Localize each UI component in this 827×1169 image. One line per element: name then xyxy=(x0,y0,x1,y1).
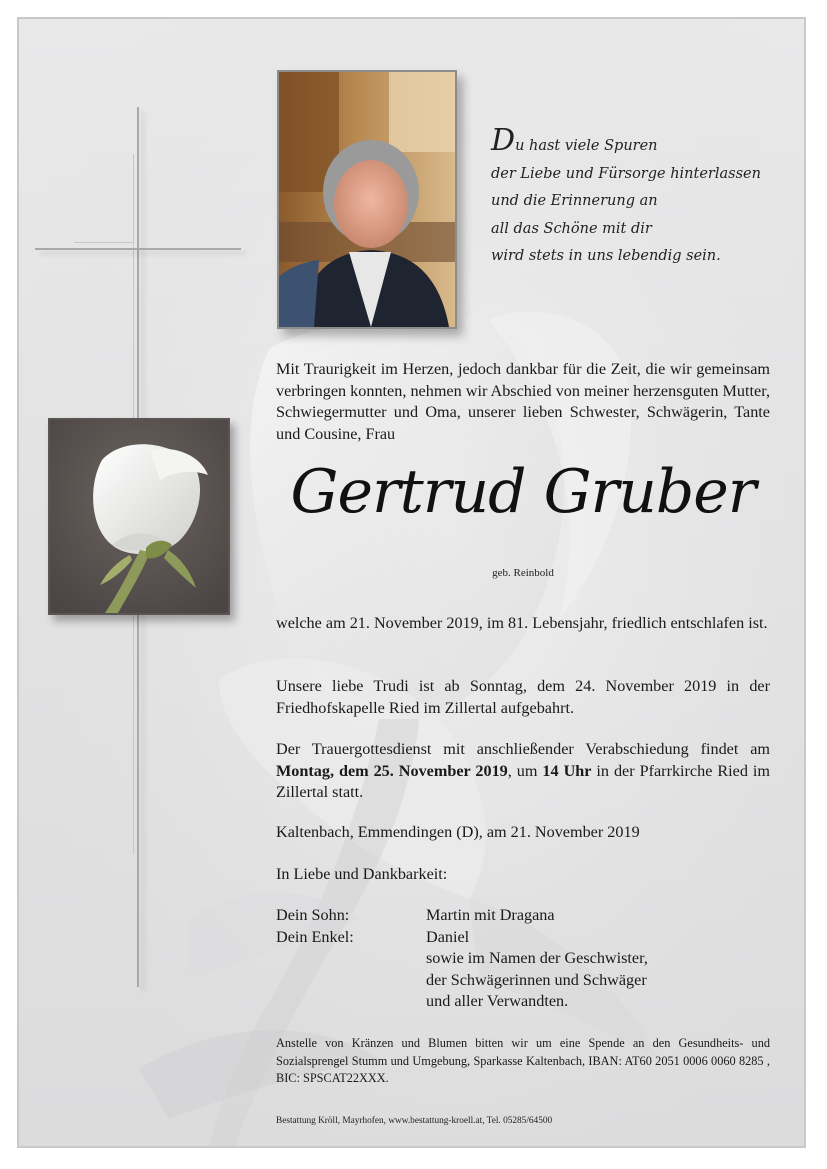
poem-line: und die Erinnerung an xyxy=(491,193,658,209)
service-time: 14 Uhr xyxy=(542,761,592,780)
signer-row xyxy=(276,905,770,927)
signer-row xyxy=(276,948,770,970)
poem-line: Du hast viele Spuren xyxy=(491,123,658,158)
place-date: Kaltenbach, Emmendingen (D), am 21. November 2019 xyxy=(276,823,640,841)
closing-text: In Liebe und Dankbarkeit: xyxy=(276,865,448,883)
signer-name: Daniel xyxy=(426,927,470,946)
funeral-home-footer: Bestattung Kröll, Mayrhofen, www.bestattung-kroell.at, Tel. 05285/64500 xyxy=(276,1116,553,1126)
obituary-card xyxy=(17,17,806,1148)
service-suffix: in der Pfarrkirche Ried im Zillertal statt. xyxy=(276,761,770,801)
signer-role xyxy=(276,970,426,992)
signer-role xyxy=(276,948,426,970)
cross-horizontal-beam xyxy=(35,248,241,250)
signer-name: sowie im Namen der Geschwister, xyxy=(426,949,648,967)
deceased-name: Gertrud Gruber xyxy=(290,457,756,527)
rose-photo xyxy=(48,418,230,615)
service-text xyxy=(276,739,770,804)
death-text: welche am 21. November 2019, im 81. Lebensjahr, friedlich entschlafen ist. xyxy=(276,614,768,632)
poem-line: all das Schöne mit dir xyxy=(491,220,652,237)
service-date: Montag, dem 25. November 2019 xyxy=(276,761,508,780)
signer-row xyxy=(276,927,770,949)
birth-name: geb. Reinbold xyxy=(492,567,554,579)
signer-role: Dein Enkel: xyxy=(276,927,354,946)
service-prefix: Der Trauergottesdienst mit anschließender Verabschiedung findet am xyxy=(276,740,770,758)
intro-text: Mit Traurigkeit im Herzen, jedoch dankbar für die Zeit, die wir gemeinsam verbringen konnten, nehmen wir Abschied von meiner herzensguten Mutter, Schwiegermutter und Oma, unserer lieben Schwester, Schwägerin, Tante und Cousine, Frau xyxy=(276,360,770,443)
donation-text: Anstelle von Kränzen und Blumen bitten wir um eine Spende an den Gesundheits- und Sozialsprengel Stumm und Umgebung, Sparkasse Kaltenbach, IBAN: AT60 2051 0006 0060 8285 , BIC: SPSCAT22XXX. xyxy=(276,1036,770,1085)
poem-line: wird stets in uns lebendig sein. xyxy=(491,248,721,264)
viewing-text: Unsere liebe Trudi ist ab Sonntag, dem 24. November 2019 in der Friedhofskapelle Ried im Zillertal aufgebahrt. xyxy=(276,677,770,717)
signer-row xyxy=(276,970,770,992)
memorial-poem xyxy=(491,123,791,271)
signer-name: und aller Verwandten. xyxy=(426,992,569,1010)
signer-role xyxy=(276,991,426,1013)
poem-line: der Liebe und Fürsorge hinterlassen xyxy=(491,165,761,182)
service-mid: , um xyxy=(507,761,543,780)
signers-list xyxy=(276,905,770,1013)
signer-name: Martin mit Dragana xyxy=(426,906,555,924)
cross-shadow-line xyxy=(74,242,134,243)
portrait-photo xyxy=(277,70,457,329)
signer-row xyxy=(276,991,770,1013)
signer-name: der Schwägerinnen und Schwäger xyxy=(426,970,647,989)
signer-role: Dein Sohn: xyxy=(276,906,350,924)
